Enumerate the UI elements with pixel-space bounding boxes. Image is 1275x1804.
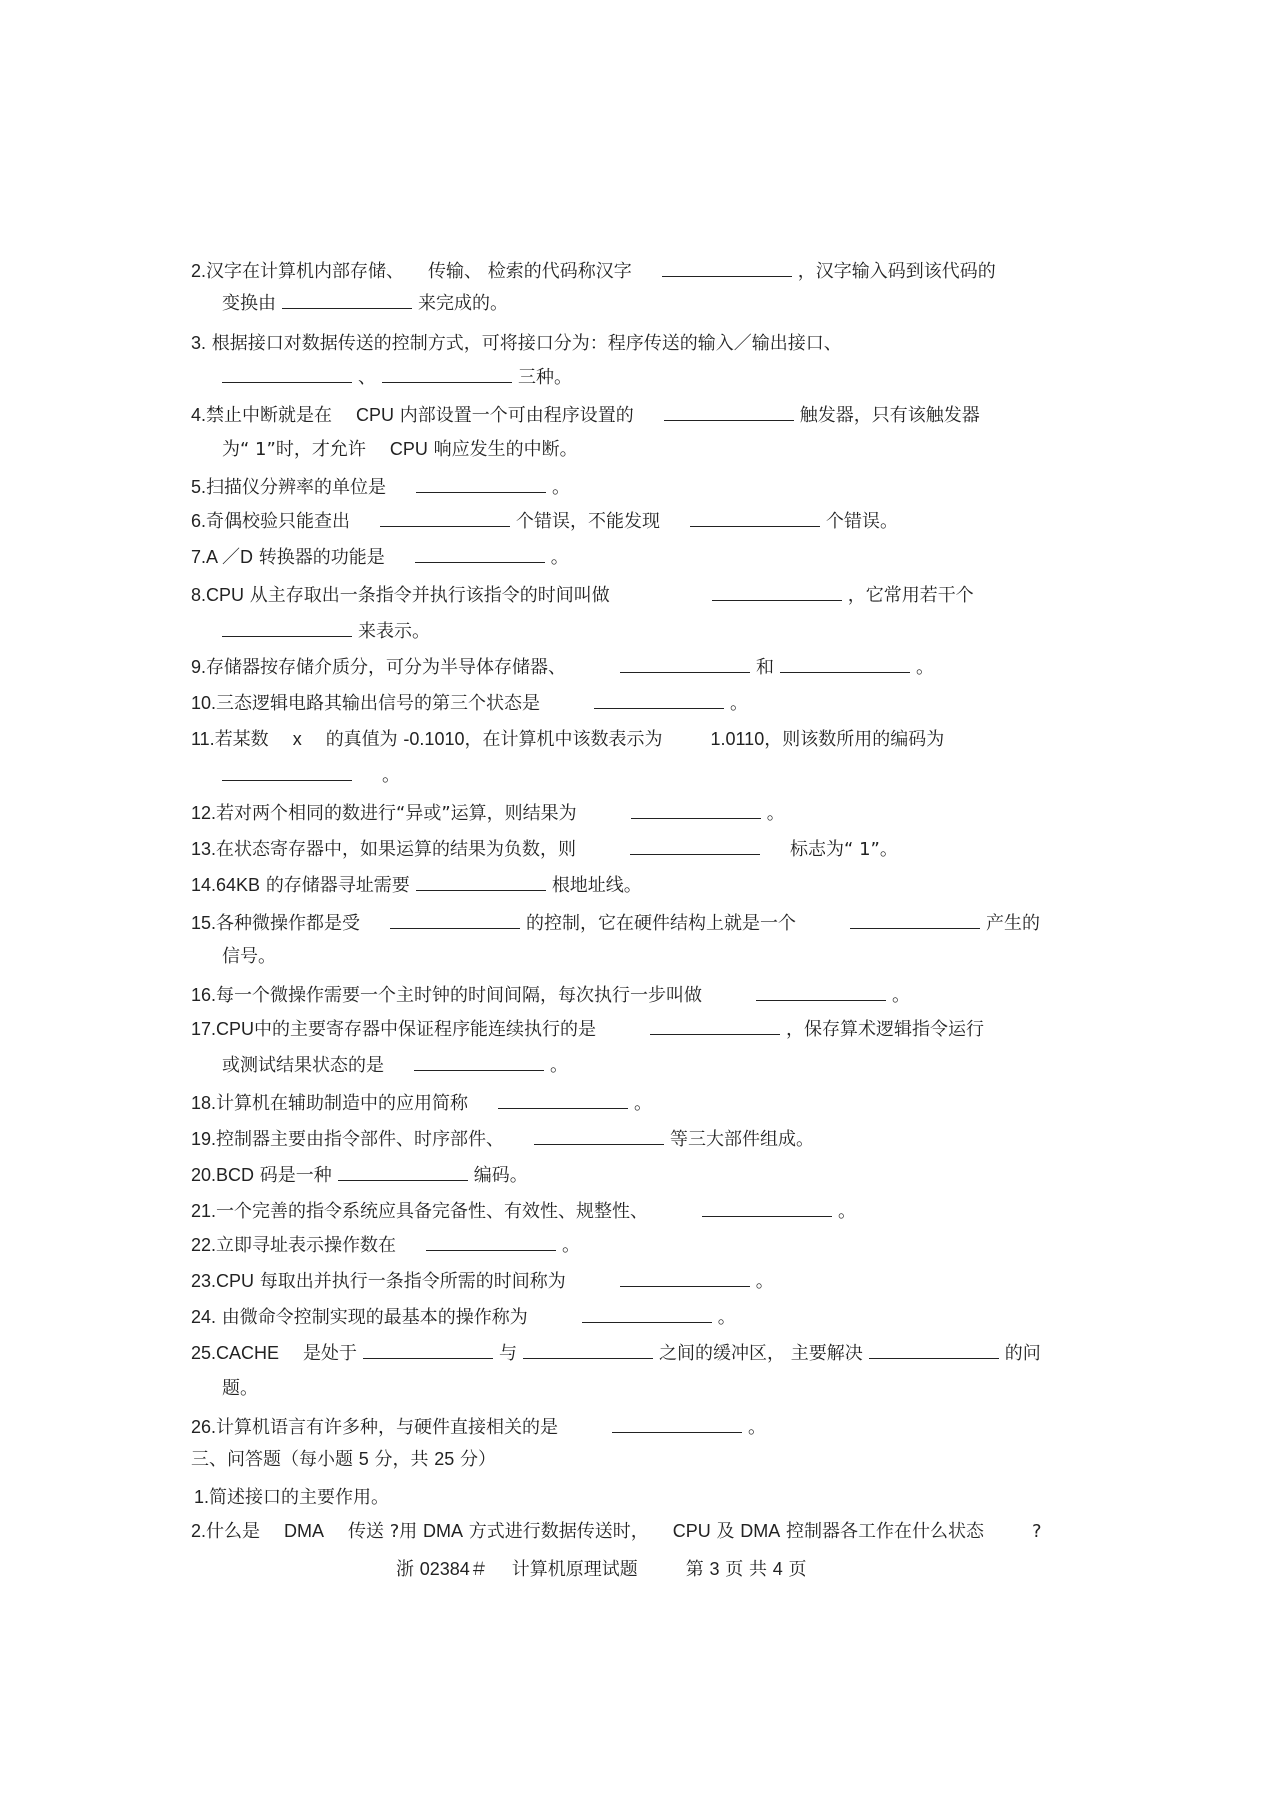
answer-blank[interactable] (380, 508, 510, 527)
q23-text-b: 。 (755, 1271, 774, 1292)
q21-text-b: 。 (838, 1201, 857, 1222)
q7-ad: A ／D (206, 547, 254, 567)
q12-text-b: 。 (766, 803, 785, 824)
q9-text-a: 存储器按存储介质分，可分为半导体存储器、 (206, 657, 567, 678)
q4-cpu-2: CPU (389, 439, 428, 459)
answer-blank[interactable] (426, 1232, 556, 1251)
q4-text-b: 内部设置一个可由程序设置的 (399, 405, 634, 426)
q18-text-a: 计算机在辅助制造中的应用简称 (216, 1093, 469, 1114)
answer-blank[interactable] (690, 508, 820, 527)
answer-blank[interactable] (594, 690, 724, 709)
footer-text-f: 页 (788, 1559, 807, 1580)
q25-text-e: 主要解决 (790, 1343, 863, 1364)
q14-text-b: 的存储器寻址需要 (265, 875, 410, 896)
q23-number: 23. (191, 1271, 217, 1291)
q2-text-b: 传输、 检索的代码称汉字 (428, 261, 632, 282)
q3-text-a: 根据接口对数据传送的控制方式，可将接口分为：程序传送的输入／输出接口、 (211, 333, 842, 354)
qa2-dma-2: DMA (423, 1521, 464, 1541)
question-8-cont (222, 618, 430, 645)
question-6 (191, 508, 898, 535)
qa2-dma: DMA (284, 1521, 325, 1541)
q17-text-d: 。 (550, 1055, 568, 1076)
qa2-text-c: 方式进行数据传送时， (468, 1521, 649, 1542)
footer-text-d: 页 (725, 1559, 744, 1580)
section3-text-e: 分） (459, 1449, 496, 1470)
qa1-number: 1. (194, 1487, 210, 1507)
qa2-text-e: 控制器各工作在什么状态 (785, 1521, 984, 1542)
q16-text-a: 每一个微操作需要一个主时钟的时间间隔，每次执行一步叫做 (216, 985, 703, 1006)
q11-text-c: ，在计算机中该数表示为 (464, 729, 663, 750)
answer-blank[interactable] (390, 910, 520, 929)
q8-text-b: ，它常用若干个 (847, 585, 974, 606)
q25-cache: CACHE (216, 1343, 280, 1363)
q7-text-b: 转换器的功能是 (258, 547, 385, 568)
answer-blank[interactable] (282, 290, 412, 309)
footer-title: 计算机原理试题 (511, 1559, 638, 1580)
q5-text-a: 扫描仪分辨率的单位是 (206, 477, 387, 498)
q11-text-b: 的真值为 (325, 729, 398, 750)
answer-blank[interactable] (415, 544, 545, 563)
q15-number: 15. (191, 913, 217, 933)
question-15-cont (222, 944, 276, 970)
q24-number: 24. (191, 1307, 217, 1327)
q4-text-a: 禁止中断就是在 (206, 405, 333, 426)
q19-text-b: 等三大部件组成。 (670, 1129, 815, 1150)
q20-bcd: BCD (216, 1165, 255, 1185)
q8-cpu: CPU (206, 585, 245, 605)
q8-text-a: 从主存取出一条指令并执行该指令的时间叫做 (249, 585, 610, 606)
q23-cpu: CPU (216, 1271, 255, 1291)
q2-text-a: 汉字在计算机内部存储、 (206, 261, 405, 282)
q10-text-a: 三态逻辑电路其输出信号的第三个状态是 (216, 693, 541, 714)
q25-text-b: 是处于 (303, 1343, 358, 1364)
answer-blank[interactable] (630, 836, 760, 855)
qa2-text-b: 传送 ?用 (348, 1521, 418, 1542)
answer-blank[interactable] (416, 872, 546, 891)
q4-text-d: 为“ 1”时，才允许 (222, 439, 366, 460)
question-15 (191, 910, 1040, 937)
q25-text-f: 的问 (1004, 1343, 1041, 1364)
q9-text-c: 。 (916, 657, 935, 678)
q25-text-g: 题。 (222, 1378, 258, 1399)
q2-text-d: 变换由 (222, 293, 276, 314)
answer-blank[interactable] (612, 1414, 742, 1433)
q11-number: 11. (191, 729, 215, 749)
q13-number: 13. (191, 839, 217, 859)
question-10 (191, 690, 748, 717)
q18-number: 18. (191, 1093, 217, 1113)
qa-question-1 (194, 1484, 389, 1511)
q10-number: 10. (191, 693, 217, 713)
section3-text-c: 分，共 (374, 1449, 429, 1470)
qa2-number: 2. (191, 1521, 207, 1541)
q11-x: x (292, 729, 302, 749)
q9-text-b: 和 (756, 657, 775, 678)
answer-blank[interactable] (382, 364, 512, 383)
footer-total-pages: 4 (772, 1559, 783, 1579)
question-23 (191, 1268, 774, 1295)
question-11-cont (222, 762, 400, 789)
q25-text-c: 与 (499, 1343, 518, 1364)
section3-total: 25 (434, 1449, 455, 1469)
q20-text-c: 编码。 (473, 1165, 528, 1186)
answer-blank[interactable] (620, 654, 750, 673)
q14-64kb: 64KB (216, 875, 261, 895)
q14-number: 14. (191, 875, 217, 895)
footer-text-c: 第 (685, 1559, 704, 1580)
q5-number: 5. (191, 477, 207, 497)
q14-text-c: 根地址线。 (551, 875, 642, 896)
qa2-cpu: CPU (672, 1521, 711, 1541)
question-20 (191, 1162, 528, 1189)
question-21 (191, 1198, 856, 1225)
answer-blank[interactable] (631, 800, 761, 819)
answer-blank[interactable] (338, 1162, 468, 1181)
q16-number: 16. (191, 985, 217, 1005)
question-11 (191, 726, 944, 753)
answer-blank[interactable] (850, 910, 980, 929)
q15-text-b: 的控制，它在硬件结构上就是一个 (526, 913, 797, 934)
answer-blank[interactable] (620, 1268, 750, 1287)
q2-number: 2. (191, 261, 207, 281)
q17-text-b: ，保存算术逻辑指令运行 (786, 1019, 985, 1040)
q4-text-e: 响应发生的中断。 (433, 439, 578, 460)
answer-blank[interactable] (416, 474, 546, 493)
answer-blank[interactable] (780, 654, 910, 673)
answer-blank[interactable] (222, 762, 352, 781)
question-17 (191, 1016, 984, 1043)
question-25-cont (222, 1376, 258, 1402)
footer-province: 浙 (396, 1559, 414, 1580)
answer-blank[interactable] (534, 1126, 664, 1145)
answer-blank[interactable] (650, 1016, 780, 1035)
q12-number: 12. (191, 803, 217, 823)
answer-blank[interactable] (498, 1090, 628, 1109)
q20-number: 20. (191, 1165, 217, 1185)
qa2-text-a: 什么是 (206, 1521, 261, 1542)
q22-text-a: 立即寻址表示操作数在 (216, 1235, 397, 1256)
q6-text-b: 个错误，不能发现 (516, 511, 661, 532)
q15-text-a: 各种微操作都是受 (216, 913, 361, 934)
q24-text-b: 。 (717, 1307, 736, 1328)
q16-text-b: 。 (892, 985, 911, 1006)
q18-text-b: 。 (634, 1093, 653, 1114)
q25-number: 25. (191, 1343, 217, 1363)
q13-text-a: 在状态寄存器中，如果运算的结果为负数，则 (216, 839, 577, 860)
q25-text-d: 之间的缓冲区， (659, 1343, 786, 1364)
qa2-text-f: ? (1031, 1521, 1042, 1542)
question-18 (191, 1090, 652, 1117)
q8-number: 8. (191, 585, 207, 605)
q23-text-a: 每取出并执行一条指令所需的时间称为 (259, 1271, 566, 1292)
footer-page-number: 3 (709, 1559, 720, 1579)
answer-blank[interactable] (414, 1052, 544, 1071)
q11-value-1: -0.1010 (403, 729, 465, 749)
q22-number: 22. (191, 1235, 217, 1255)
question-19 (191, 1126, 814, 1153)
q26-number: 26. (191, 1417, 217, 1437)
q10-text-b: 。 (730, 693, 749, 714)
q9-number: 9. (191, 657, 207, 677)
question-13 (191, 836, 898, 863)
answer-blank[interactable] (869, 1340, 999, 1359)
answer-blank[interactable] (662, 258, 792, 277)
q15-text-d: 信号。 (222, 946, 276, 967)
page-footer (396, 1556, 807, 1583)
question-14 (191, 872, 642, 899)
q17-text-c: 或测试结果状态的是 (222, 1055, 384, 1076)
answer-blank[interactable] (712, 582, 842, 601)
q2-text-c: ，汉字输入码到该代码的 (797, 261, 996, 282)
question-17-cont (222, 1052, 568, 1079)
q6-text-c: 个错误。 (826, 511, 899, 532)
q19-number: 19. (191, 1129, 217, 1149)
q21-text-a: 一个完善的指令系统应具备完备性、有效性、规整性、 (216, 1201, 649, 1222)
q11-text-a: 若某数 (214, 729, 269, 750)
q26-text-a: 计算机语言有许多种，与硬件直接相关的是 (216, 1417, 559, 1438)
answer-blank[interactable] (582, 1304, 712, 1323)
q3-number: 3. (191, 333, 207, 353)
q26-text-b: 。 (748, 1417, 767, 1438)
answer-blank[interactable] (363, 1340, 493, 1359)
q22-text-b: 。 (562, 1235, 581, 1256)
q11-text-d: ，则该数所用的编码为 (764, 729, 945, 750)
qa-question-2 (191, 1518, 1042, 1545)
question-2-cont (222, 290, 508, 317)
q17-text-a: 中的主要寄存器中保证程序能连续执行的是 (254, 1019, 597, 1040)
q3-text-c: 三种。 (518, 367, 572, 388)
q12-text-a: 若对两个相同的数进行“异或”运算，则结果为 (216, 803, 577, 824)
q17-cpu: CPU (216, 1019, 255, 1039)
question-25 (191, 1340, 1041, 1367)
question-2 (191, 258, 996, 285)
qa1-text: 简述接口的主要作用。 (209, 1487, 390, 1508)
q20-text-b: 码是一种 (259, 1165, 332, 1186)
q24-text-a: 由微命令控制实现的最基本的操作称为 (221, 1307, 528, 1328)
q11-value-2: 1.0110 (710, 729, 765, 749)
question-12 (191, 800, 785, 827)
question-9 (191, 654, 934, 681)
q11-text-e: 。 (382, 765, 400, 786)
q8-text-c: 来表示。 (358, 621, 430, 642)
q19-text-a: 控制器主要由指令部件、时序部件、 (216, 1129, 505, 1150)
footer-text-e: 共 (749, 1559, 768, 1580)
question-5 (191, 474, 570, 501)
question-7 (191, 544, 569, 571)
question-8 (191, 582, 974, 609)
footer-course-code: 02384＃ (419, 1559, 488, 1579)
answer-blank[interactable] (222, 618, 352, 637)
q2-text-e: 来完成的。 (418, 293, 508, 314)
section-3-heading (191, 1446, 496, 1473)
q7-number: 7. (191, 547, 207, 567)
answer-blank[interactable] (756, 982, 886, 1001)
q3-text-b: 、 (358, 367, 376, 388)
answer-blank[interactable] (523, 1340, 653, 1359)
q15-text-c: 产生的 (986, 913, 1041, 934)
question-3-cont (222, 364, 572, 391)
question-4-cont (222, 436, 578, 463)
q6-text-a: 奇偶校验只能查出 (206, 511, 351, 532)
q4-number: 4. (191, 405, 207, 425)
section3-text-a: 三、问答题（每小题 (191, 1449, 353, 1470)
q4-cpu: CPU (356, 405, 395, 425)
question-26 (191, 1414, 766, 1441)
qa2-dma-3: DMA (740, 1521, 781, 1541)
question-16 (191, 982, 910, 1009)
q13-text-b: 标志为“ 1”。 (790, 839, 898, 860)
q21-number: 21. (191, 1201, 217, 1221)
q17-number: 17. (191, 1019, 217, 1039)
q7-text-c: 。 (550, 547, 569, 568)
question-4 (191, 402, 980, 429)
answer-blank[interactable] (702, 1198, 832, 1217)
q5-text-b: 。 (552, 477, 571, 498)
answer-blank[interactable] (222, 364, 352, 383)
q4-text-c: 触发器，只有该触发器 (799, 405, 980, 426)
qa2-text-d: 及 (716, 1521, 735, 1542)
section3-points: 5 (358, 1449, 369, 1469)
q6-number: 6. (191, 511, 207, 531)
question-24 (191, 1304, 736, 1331)
answer-blank[interactable] (664, 402, 794, 421)
question-22 (191, 1232, 580, 1259)
question-3 (191, 330, 842, 357)
